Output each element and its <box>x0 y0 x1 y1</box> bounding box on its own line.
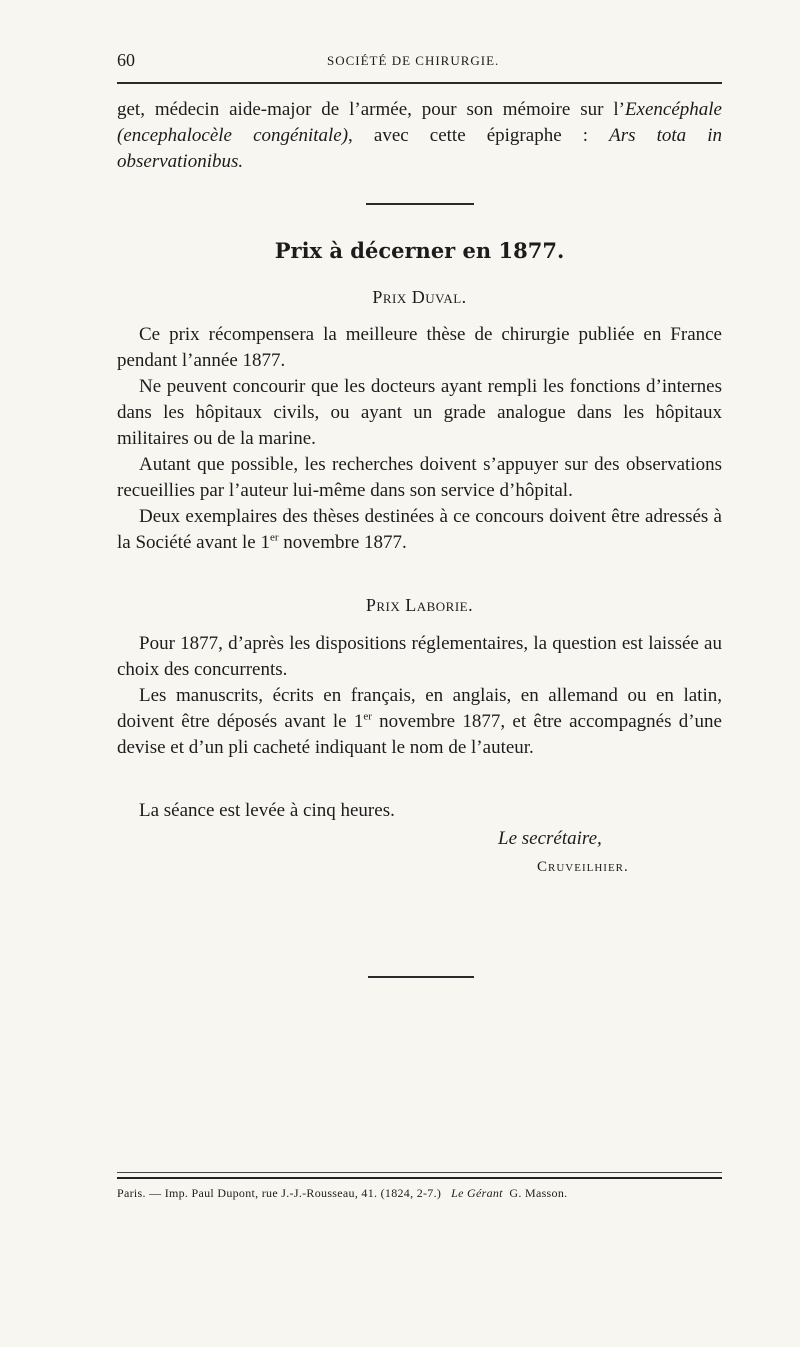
closing-paragraph <box>117 798 722 824</box>
prix-duval-paragraph-2: Ne peuvent concourir que les docteurs ayant rempli les fonctions d’internes dans les hôpitaux civils, ou ayant un grade analogue dans les hôpitaux militaires ou de la marine. <box>117 376 722 449</box>
intro-epigraph: Ars tota in observationibus. <box>117 125 723 172</box>
prix-duval-paragraph-3: Autant que possible, les recherches doivent s’appuyer sur des observations recueillies par l’auteur lui-même dans son service d’hôpital. <box>117 454 722 501</box>
footer-rule-thick <box>117 1177 722 1179</box>
intro-text-1: get, médecin aide-major de l’armée, pour son mémoire sur l’ <box>117 99 625 120</box>
page-number: 60 <box>117 50 135 70</box>
header-rule <box>117 82 722 84</box>
section-title: Prix à décerner en 1877. <box>274 238 565 263</box>
prix-duval-p4-end: novembre 1877. <box>278 532 407 553</box>
prix-duval-paragraph-4 <box>117 504 722 556</box>
end-divider <box>368 976 474 978</box>
imprint-text: Paris. — Imp. Paul Dupont, rue J.-J.-Rousseau, 41. (1824, 2-7.) <box>117 1186 442 1200</box>
running-head: SOCIÉTÉ DE CHIRURGIE. <box>327 53 500 68</box>
prix-duval-paragraph-1: Ce prix récompensera la meilleure thèse de chirurgie publiée en France pendant l’année 1877. <box>117 324 722 371</box>
gerant-label: Le Gérant <box>451 1186 503 1200</box>
prix-laborie-paragraph-1: Pour 1877, d’après les dispositions réglementaires, la question est laissée au choix des concurrents. <box>117 633 722 680</box>
prix-duval-text <box>117 322 722 556</box>
prix-duval-p4-text: Deux exemplaires des thèses destinées à ce concours doivent être adressés à la Société avant le 1 <box>117 506 722 553</box>
closing-text: La séance est levée à cinq heures. <box>139 800 395 821</box>
page-header <box>117 48 722 78</box>
signature-name: Cruveilhier. <box>537 859 629 875</box>
prix-duval-p4-sup: er <box>270 531 279 544</box>
intro-italic-title: Exencéphale (encephalocèle congénitale) <box>117 99 722 146</box>
prix-laborie-text <box>117 631 722 761</box>
prix-laborie-p2-end: novembre 1877, et être accompagnés d’une devise et d’un pli cacheté indiquant le nom de l’auteur. <box>117 711 722 758</box>
section-divider <box>366 203 474 205</box>
prix-laborie-paragraph-2 <box>117 683 722 761</box>
footer-rule-thin <box>117 1172 722 1173</box>
prix-laborie-p2-text: Les manuscrits, écrits en français, en anglais, en allemand ou en latin, doivent être déposés avant le 1 <box>117 685 722 732</box>
intro-paragraph <box>117 97 722 175</box>
signature-role: Le secrétaire, <box>498 828 602 849</box>
intro-text-2: , avec cette épigraphe : <box>348 125 610 146</box>
gerant-name: G. Masson. <box>509 1186 568 1200</box>
prix-duval-title: Prix Duval. <box>372 287 467 307</box>
prix-laborie-p2-sup: er <box>363 710 372 723</box>
prix-laborie-title: Prix Laborie. <box>365 595 474 615</box>
printer-imprint <box>117 1186 722 1201</box>
